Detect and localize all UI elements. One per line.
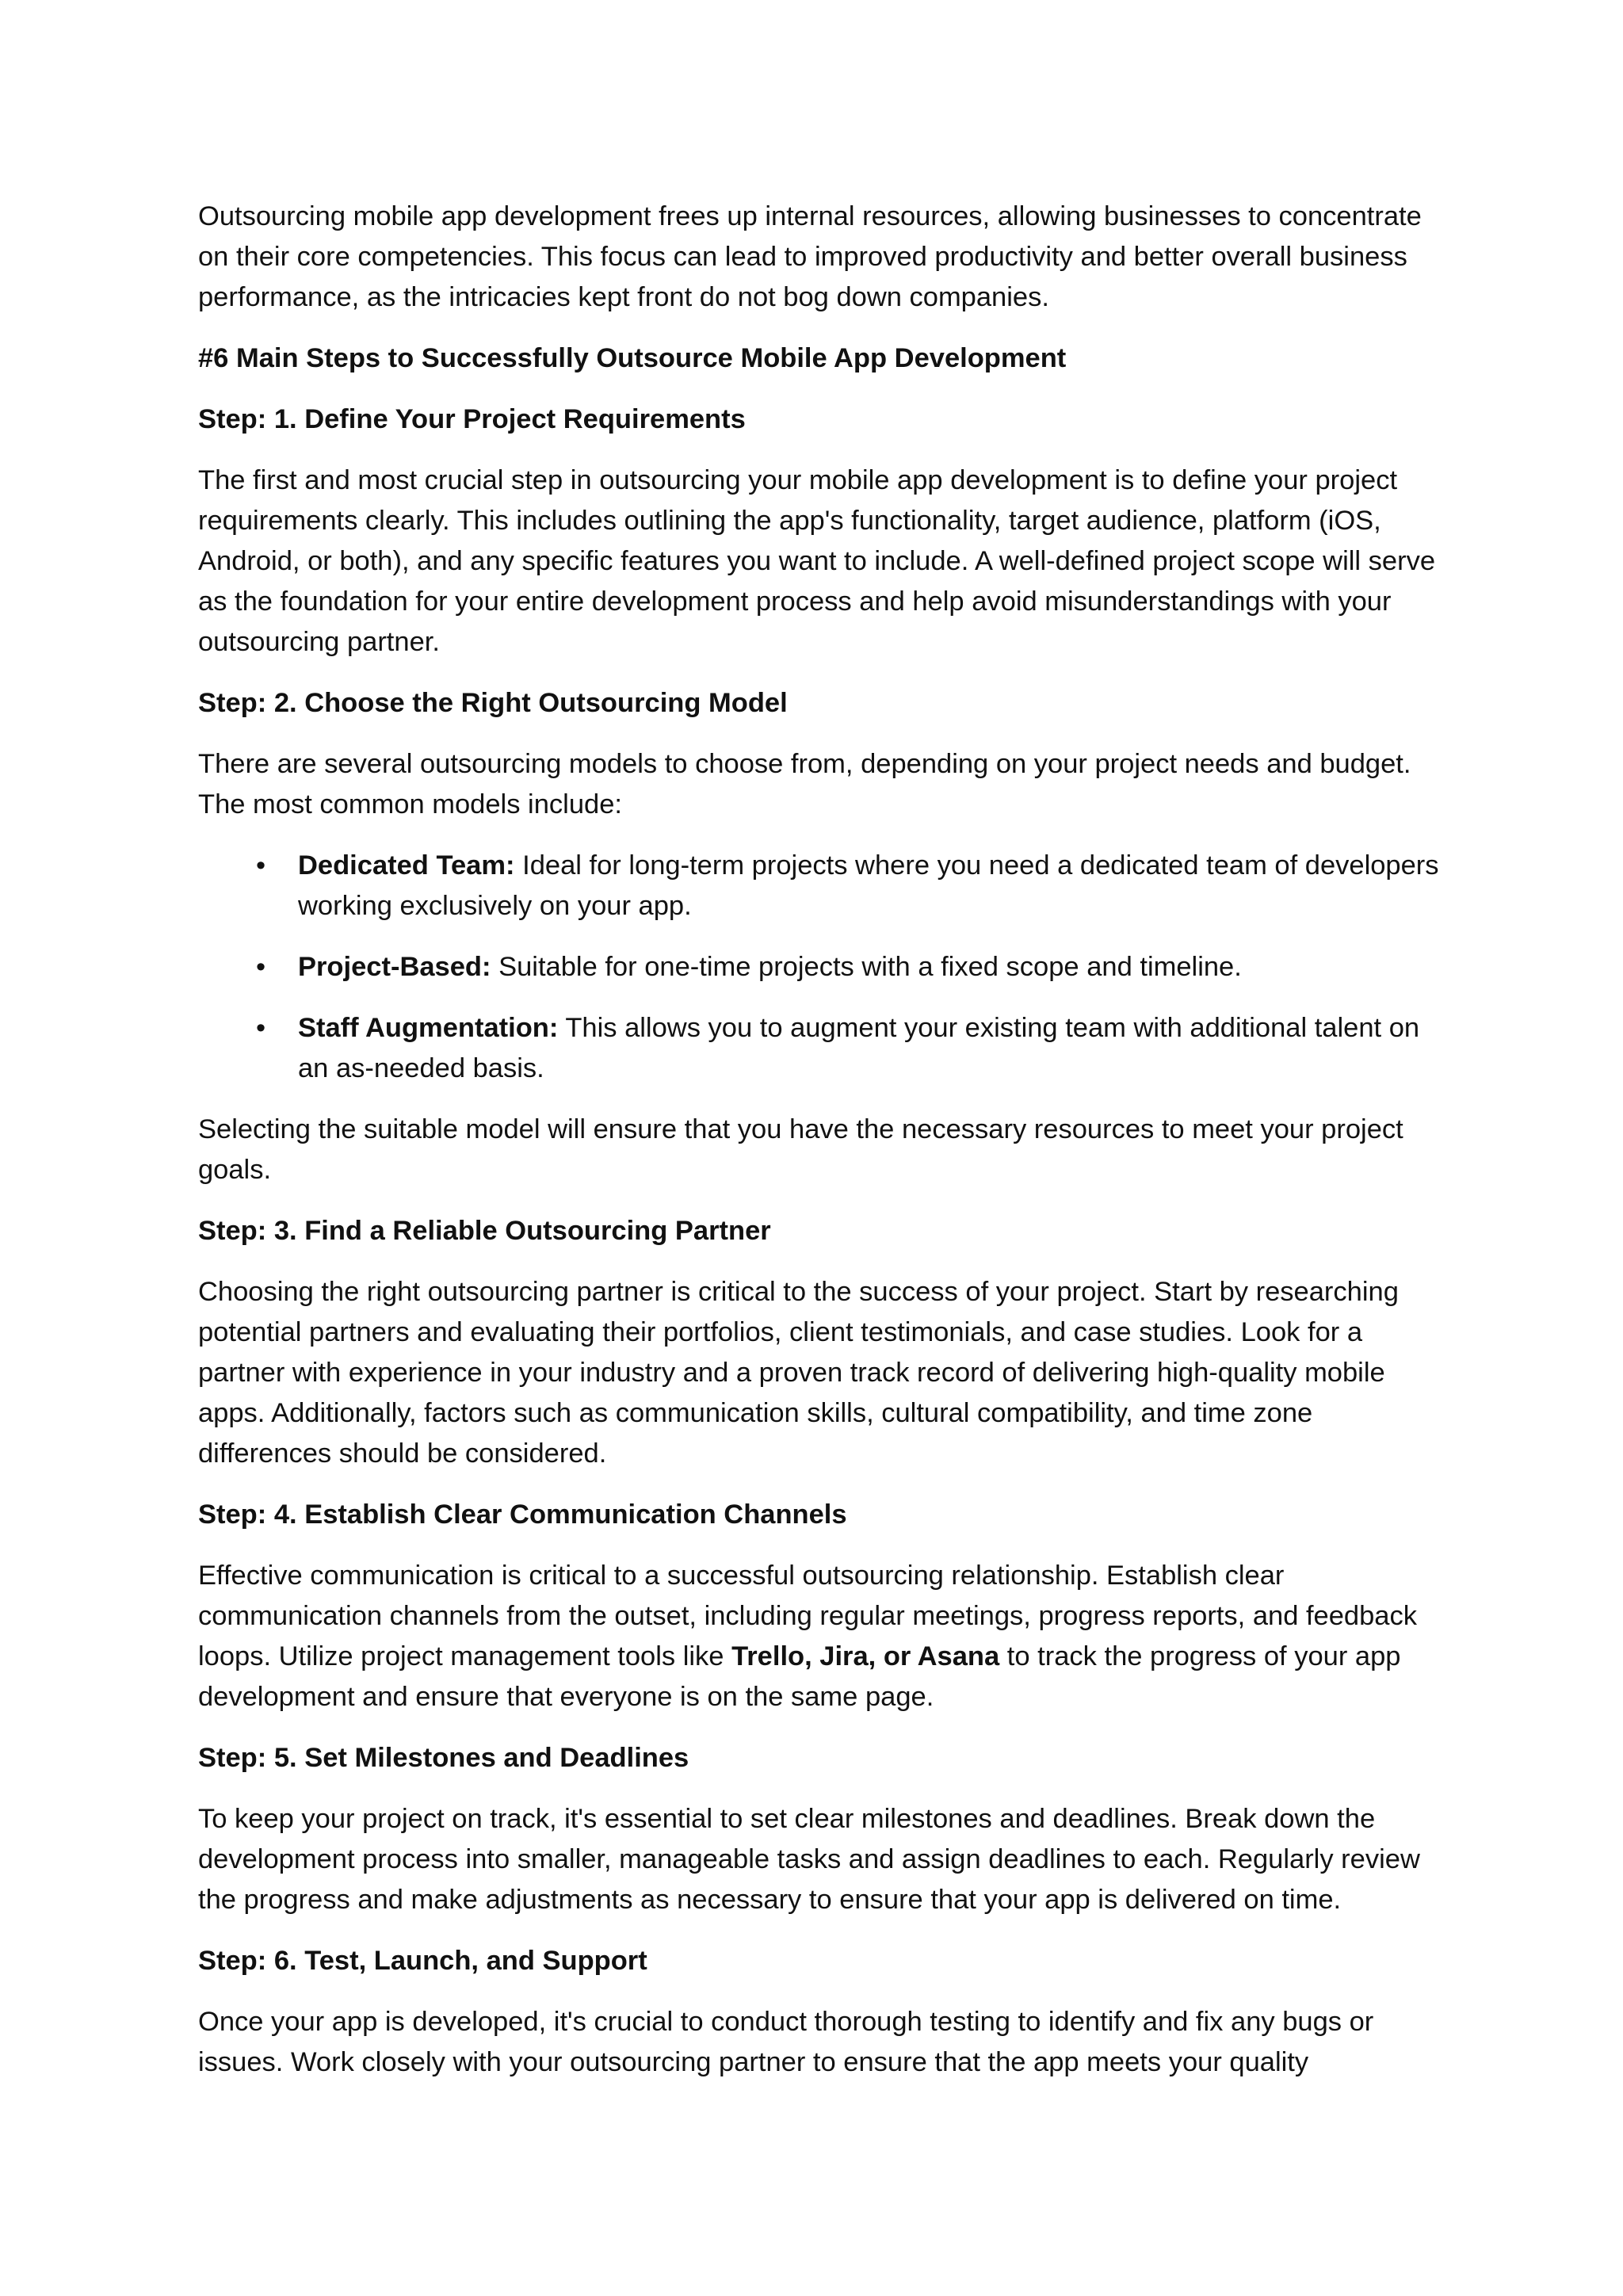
step1-paragraph: The first and most crucial step in outsourcing your mobile app development is to define your project requirements clearly. This includes outlining the app's functionality, target audience, platform (iOS, Android, or both), and any specific features you want to include. A well-defined project scope will serve as the foundation for your entire development process and help avoid misunderstandings with your outsourcing partner. [198,465,1436,657]
list-item-staff-augmentation [198,1008,1450,1089]
step4-paragraph [198,1556,1450,1717]
step2-paragraph: There are several outsourcing models to choose from, depending on your project needs and budget. The most common models include: [198,749,1411,819]
model-label: Project-Based: [298,952,491,982]
step4-tools: Trello, Jira, or Asana [731,1641,1000,1671]
step5-paragraph: To keep your project on track, it's essential to set clear milestones and deadlines. Break down the development process into smaller, manageable tasks and assign deadlines to each. Regularly review the progress and make adjustments as necessary to ensure that your app is delivered on time. [198,1804,1420,1915]
intro-paragraph: Outsourcing mobile app development frees up internal resources, allowing businesses to concentrate on their core competencies. This focus can lead to improved productivity and better overall business performance, as the intricacies kept front do not bog down companies. [198,201,1422,312]
model-description: Ideal for long-term projects where you need a dedicated team of developers working exclusively on your app. [298,850,1439,921]
step3-heading: Step: 3. Find a Reliable Outsourcing Partner [198,1216,771,1246]
model-label: Dedicated Team: [298,850,515,881]
list-item-project-based [198,947,1450,988]
list-item-dedicated-team [198,846,1450,926]
step6-heading: Step: 6. Test, Launch, and Support [198,1946,647,1976]
model-label: Staff Augmentation: [298,1013,559,1043]
bullet-icon: • [255,850,266,881]
step2-heading: Step: 2. Choose the Right Outsourcing Model [198,688,788,718]
bullet-icon: • [255,1013,266,1043]
bullet-icon: • [255,952,266,982]
step5-heading: Step: 5. Set Milestones and Deadlines [198,1743,689,1773]
model-description: Suitable for one-time projects with a fixed scope and timeline. [491,952,1242,982]
step3-paragraph: Choosing the right outsourcing partner is critical to the success of your project. Start by researching potential partners and evaluating their portfolios, client testimonials, and case studies. Look for a partner with experience in your industry and a proven track record of delivering high-quality mobile apps. Additionally, factors such as communication skills, cultural compatibility, and time zone differences should be considered. [198,1277,1399,1469]
document-page [198,197,1450,2103]
main-heading: #6 Main Steps to Successfully Outsource Mobile App Development [198,343,1067,373]
step2-closing-paragraph: Selecting the suitable model will ensure that you have the necessary resources to meet your project goals. [198,1114,1403,1185]
step1-heading: Step: 1. Define Your Project Requirements [198,404,746,434]
outsourcing-models-list [198,846,1450,1089]
step6-paragraph: Once your app is developed, it's crucial to conduct thorough testing to identify and fix any bugs or issues. Work closely with your outsourcing partner to ensure that the app meets your quality [198,2007,1374,2077]
step4-text-before: Effective communication is critical to a successful outsourcing relationship. Establish clear communication channels from the outset, including regular meetings, progress reports, and feedback loops. Utilize project management tools like [198,1561,1417,1671]
step4-text-after: to track the progress of your app development and ensure that everyone is on the same page. [198,1641,1401,1712]
model-description: This allows you to augment your existing team with additional talent on an as-needed basis. [298,1013,1420,1083]
step4-heading: Step: 4. Establish Clear Communication Channels [198,1499,847,1530]
